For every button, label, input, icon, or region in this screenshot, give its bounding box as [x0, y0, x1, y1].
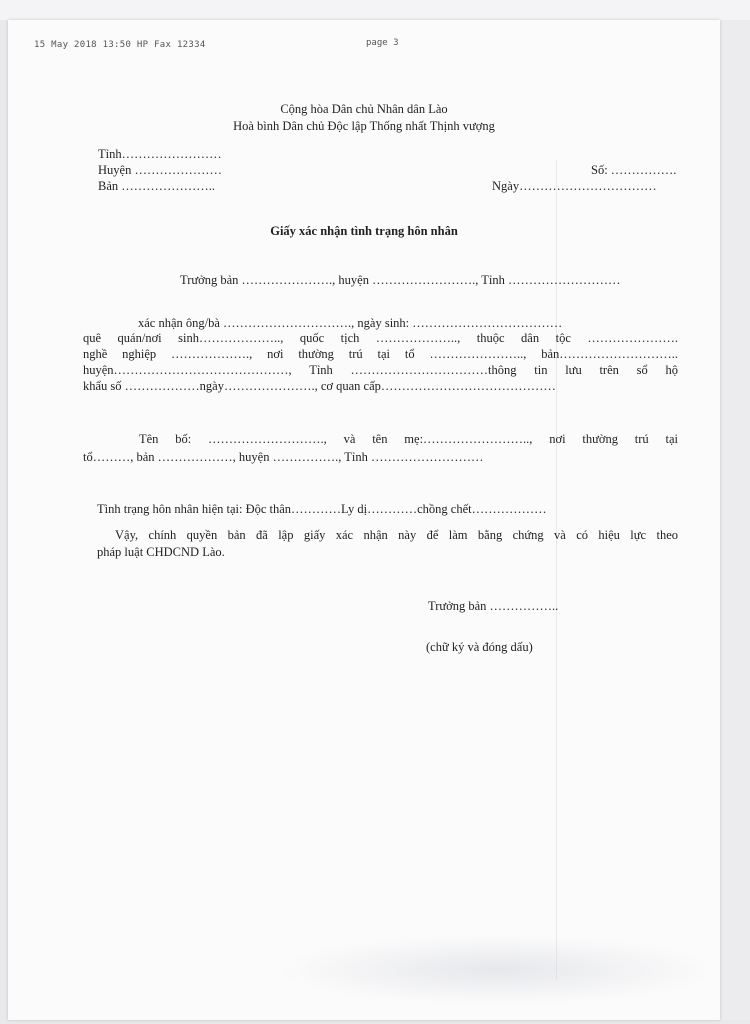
truong-ban-line: Trưởng bản …………………., huyện ……………………., Tỉnh ……………………… — [180, 273, 621, 287]
huyen-field: Huyện ………………… — [98, 163, 222, 177]
top-strip — [0, 0, 750, 20]
document-page — [8, 20, 720, 1020]
fax-header: 15 May 2018 13:50 HP Fax 12334 — [34, 40, 206, 50]
person-line-5: khẩu số ………………ngày…………………., cơ quan cấp…………………………………… — [83, 379, 556, 393]
signature-title: Trưởng bản …………….. — [428, 599, 559, 613]
signature-note: (chữ ký và đóng dấu) — [426, 640, 533, 654]
tinh-field: Tỉnh…………………… — [98, 147, 222, 161]
document-title: Giấy xác nhận tình trạng hôn nhân — [270, 224, 458, 238]
person-line-2: quê quán/nơi sinh……………….., quốc tịch ……………….., thuộc dân tộc …………………. — [83, 331, 678, 345]
parents-line-2: tổ………, bản ………………, huyện ……………., Tỉnh ……………………… — [83, 450, 484, 464]
page-number: page 3 — [366, 38, 399, 48]
right-margin — [720, 20, 750, 1020]
conclusion-line-1: Vậy, chính quyền bản đã lập giấy xác nhận này để làm bằng chứng và có hiệu lực theo — [115, 528, 678, 542]
conclusion-line-2: pháp luật CHDCND Lào. — [97, 545, 225, 559]
ngay-field: Ngày…………………………… — [492, 179, 657, 193]
person-line-1: xác nhận ông/bà …………………………., ngày sinh: ……………………………… — [138, 316, 563, 330]
parents-line-1: Tên bố: ………………………., và tên mẹ:…………………….., nơi thường trú tại — [139, 432, 678, 446]
person-line-3: nghề nghiệp ………………., nơi thường trú tại tổ ………………….., bản……………………….. — [83, 347, 678, 361]
national-motto-line1: Cộng hòa Dân chủ Nhân dân Lào — [280, 102, 448, 116]
person-line-4: huyện……………………………………, Tỉnh ……………………………thông tin lưu trên sổ hộ — [83, 363, 678, 377]
so-field: Số: ……………. — [591, 163, 677, 177]
ban-field: Bản ………………….. — [98, 179, 216, 193]
scan-smudge — [278, 935, 718, 1005]
marital-status: Tình trạng hôn nhân hiện tại: Độc thân…………Ly dị…………chồng chết……………… — [97, 502, 547, 516]
national-motto-line2: Hoà bình Dân chủ Độc lập Thống nhất Thịnh vượng — [233, 119, 495, 133]
